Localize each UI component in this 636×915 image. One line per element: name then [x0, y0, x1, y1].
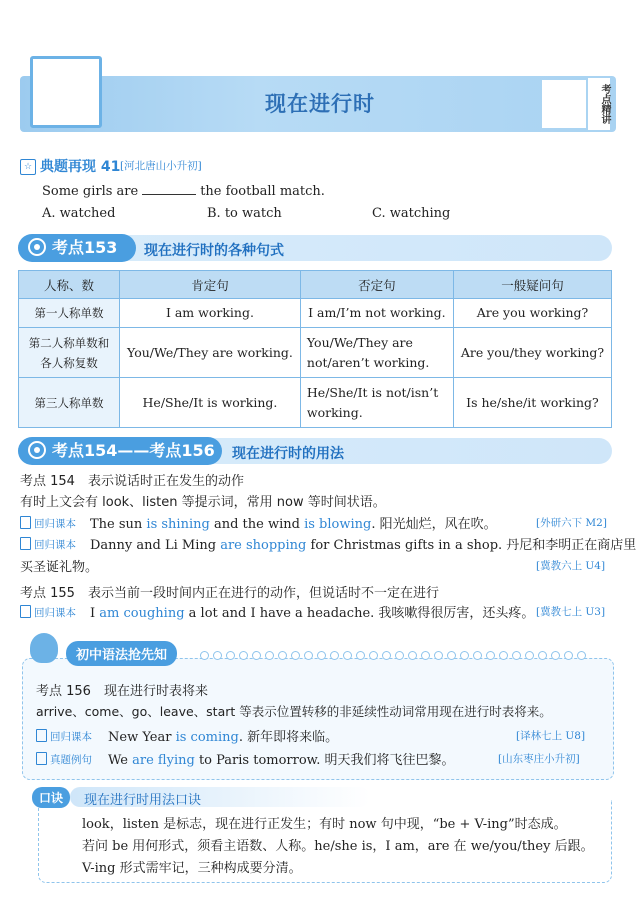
kp156-head: 考点 156 现在进行时表将来 [36, 684, 208, 699]
dot-decor [330, 651, 339, 660]
mnemonic-line: 若问 be 用何形式，须看主语数、人称。he/she is，I am，are 在 we/you/they 后跟。 [82, 839, 594, 854]
text: We [108, 753, 133, 768]
book-icon [36, 729, 47, 742]
table-row [19, 378, 612, 428]
kp156-line: arrive、come、go、leave、start 等表示位置转移的非延续性动词常用现在进行时表将来。 [36, 704, 552, 719]
target-icon [28, 441, 46, 459]
dot-decor [395, 651, 404, 660]
text: and the wind [209, 517, 305, 532]
classic-source: [河北唐山小升初] [120, 160, 202, 172]
header-decor-box-right [542, 80, 586, 128]
kp154-label: 考点154——考点156 [52, 441, 215, 460]
table-cell: Are you working? [453, 299, 611, 328]
tag-textbook [36, 729, 92, 744]
mnemonic-line: look，listen 是标志，现在进行正发生；有时 now 句中现，“be + V-ing”时态成。 [82, 817, 567, 832]
table-header: 人称、数 [19, 271, 120, 299]
example-1 [90, 513, 497, 532]
text: The sun [90, 517, 147, 532]
tag-textbook [20, 516, 76, 531]
dot-decor [226, 651, 235, 660]
dot-decor [239, 651, 248, 660]
side-tab: 考点精讲 [588, 78, 610, 130]
table-cell: 第二人称单数和各人称复数 [19, 328, 120, 378]
text: . 阳光灿烂，风在吹。 [371, 517, 497, 532]
dot-decor [525, 651, 534, 660]
kp154-head: 考点 154 表示说话时正在发生的动作 [20, 474, 244, 489]
classic-stem [42, 183, 325, 199]
tag-label: 回归课本 [50, 731, 92, 743]
table-header: 否定句 [300, 271, 453, 299]
kp153-pill [18, 234, 136, 262]
dot-decor [486, 651, 495, 660]
mnemonic-badge: 口诀 [32, 787, 70, 808]
tag-real-exam [36, 752, 92, 767]
text: Danny and Li Ming [90, 538, 221, 553]
stem-after: the football match. [200, 184, 325, 199]
star-icon: ☆ [20, 159, 36, 175]
highlight: is blowing [304, 517, 372, 532]
table-cell: He/She/It is working. [120, 378, 301, 428]
dot-decor [304, 651, 313, 660]
table-cell: Is he/she/it working? [453, 378, 611, 428]
dot-decor [460, 651, 469, 660]
dot-decor [447, 651, 456, 660]
table-cell: I am/I’m not working. [300, 299, 453, 328]
option-a: A. watched [42, 206, 116, 221]
kp154-line: 有时上文会有 look、listen 等提示词，常用 now 等时间状语。 [20, 495, 386, 510]
dot-decor [434, 651, 443, 660]
example-5-source: [山东枣庄小升初] [498, 753, 580, 765]
option-c: C. watching [372, 206, 451, 221]
example-1-source: [外研六下 M2] [536, 517, 607, 529]
dot-decor [356, 651, 365, 660]
example-2-line2: 买圣诞礼物。 [20, 560, 99, 575]
kp154-pill [18, 437, 222, 465]
highlight: are flying [132, 753, 195, 768]
dot-decor [278, 651, 287, 660]
option-b: B. to watch [207, 206, 282, 221]
dot-decor [538, 651, 547, 660]
book-icon [20, 537, 31, 550]
table-cell: He/She/It is not/isn’t working. [300, 378, 453, 428]
dot-decor [421, 651, 430, 660]
tag-textbook [20, 605, 76, 620]
grammar-title: 初中语法抢先知 [66, 641, 177, 666]
dot-decor [317, 651, 326, 660]
text: New Year [108, 730, 176, 745]
book-icon [36, 752, 47, 765]
dot-decor [213, 651, 222, 660]
dot-decor [200, 651, 209, 660]
example-3 [90, 602, 534, 621]
dot-decor [291, 651, 300, 660]
text: for Christmas gifts in a shop. 丹尼和李明正在商店里 [306, 538, 636, 553]
table-row [19, 328, 612, 378]
tag-label: 回归课本 [34, 518, 76, 530]
header-decor-box [30, 56, 102, 128]
example-2-source: [冀教六上 U4] [536, 560, 606, 572]
table-cell: You/We/They are working. [120, 328, 301, 378]
text: I [90, 606, 100, 621]
table-cell: 第三人称单数 [19, 378, 120, 428]
dot-divider [200, 645, 610, 655]
dot-decor [265, 651, 274, 660]
kp154-desc: 现在进行时的用法 [232, 446, 344, 462]
dot-decor [499, 651, 508, 660]
dot-decor [577, 651, 586, 660]
example-4 [108, 726, 338, 745]
tag-label: 真题例句 [50, 754, 92, 766]
example-4-source: [译林七上 U8] [516, 730, 586, 742]
sentence-table [18, 270, 612, 428]
mascot-icon [30, 633, 58, 663]
dot-decor [551, 651, 560, 660]
example-2 [90, 534, 636, 553]
table-row [19, 299, 612, 328]
table-header: 肯定句 [120, 271, 301, 299]
table-header-row [19, 271, 612, 299]
dot-decor [408, 651, 417, 660]
dot-decor [343, 651, 352, 660]
tag-textbook [20, 537, 76, 552]
highlight: is coming [175, 730, 239, 745]
book-icon [20, 516, 31, 529]
target-icon [28, 238, 46, 256]
stem-before: Some girls are [42, 184, 139, 199]
example-3-source: [冀教七上 U3] [536, 606, 606, 618]
text: to Paris tomorrow. 明天我们将飞往巴黎。 [194, 753, 455, 768]
mnemonic-title: 现在进行时用法口诀 [84, 793, 202, 808]
answer-blank [142, 183, 196, 195]
classic-title: 典题再现 41 [40, 159, 121, 175]
tag-label: 回归课本 [34, 607, 76, 619]
highlight: are shopping [220, 538, 307, 553]
mnemonic-line: V-ing 形式需牢记，三种构成要分清。 [82, 861, 302, 876]
dot-decor [512, 651, 521, 660]
dot-decor [382, 651, 391, 660]
table-cell: 第一人称单数 [19, 299, 120, 328]
example-5 [108, 749, 455, 768]
text: a lot and I have a headache. 我咳嗽得很厉害，还头疼。 [184, 606, 535, 621]
table-cell: Are you/they working? [453, 328, 611, 378]
table-cell: You/We/They are not/aren’t working. [300, 328, 453, 378]
dot-decor [369, 651, 378, 660]
dot-decor [473, 651, 482, 660]
highlight: am coughing [99, 606, 185, 621]
book-icon [20, 605, 31, 618]
table-header: 一般疑问句 [453, 271, 611, 299]
table-cell: I am working. [120, 299, 301, 328]
kp155-head: 考点 155 表示当前一段时间内正在进行的动作，但说话时不一定在进行 [20, 586, 439, 601]
dot-decor [252, 651, 261, 660]
page-title: 现在进行时 [265, 92, 375, 116]
tag-label: 回归课本 [34, 539, 76, 551]
kp153-label: 考点153 [52, 238, 118, 257]
text: . 新年即将来临。 [238, 730, 339, 745]
highlight: is shining [146, 517, 210, 532]
dot-decor [564, 651, 573, 660]
kp153-desc: 现在进行时的各种句式 [144, 243, 284, 259]
